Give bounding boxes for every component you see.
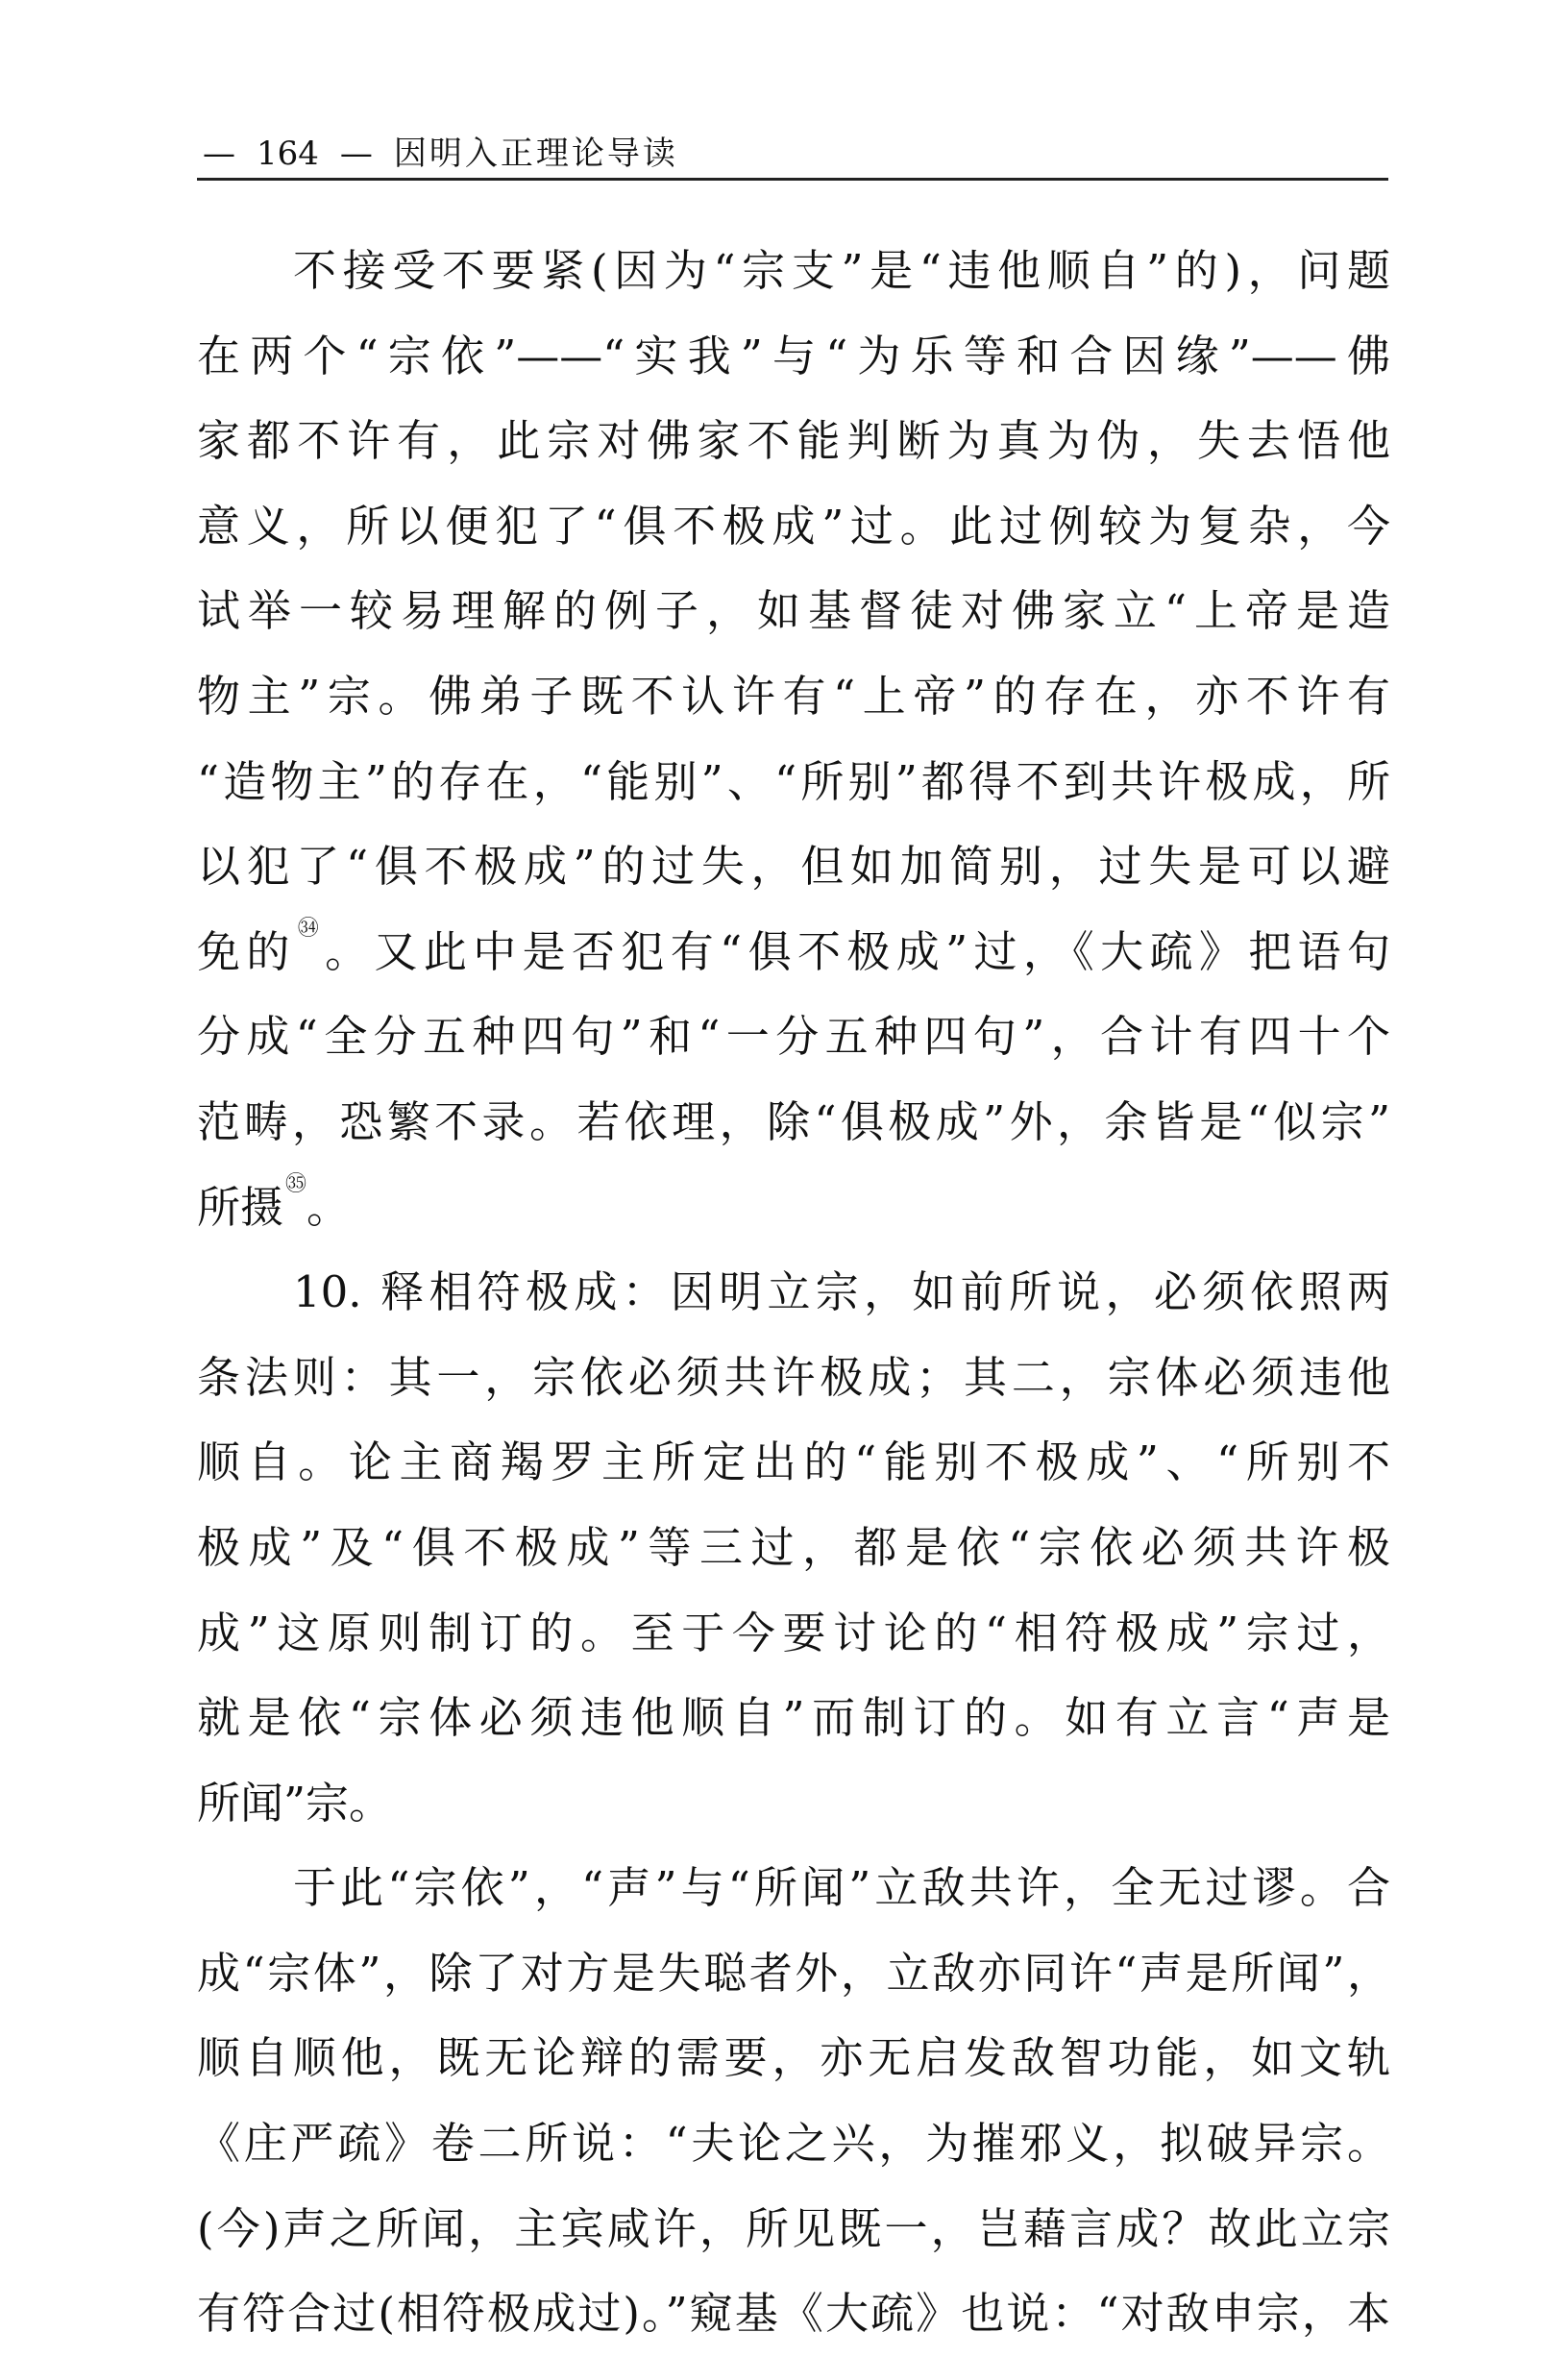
text-line: 成“宗体”，除了对方是失聪者外，立敌亦同许“声是所闻”，: [197, 1947, 1390, 1999]
text-line: 分成“全分五种四句”和“一分五种四句”，合计有四十个: [197, 1011, 1390, 1063]
text-line: 于此“宗依”，“声”与“所闻”立敌共许，全无过谬。合: [293, 1862, 1390, 1914]
text-line: 极成”及“俱不极成”等三过，都是依“宗依必须共许极: [197, 1521, 1390, 1573]
text-line: 所闻”宗。: [197, 1777, 393, 1829]
text-line: 所摄$^㉟$。: [197, 1171, 351, 1233]
text-line: 顺自顺他，既无论辩的需要，亦无启发敌智功能，如文轨: [197, 2032, 1390, 2084]
text-line: 条法则：其一，宗依必须共许极成；其二，宗体必须违他: [197, 1351, 1390, 1403]
text-line: 意义，所以便犯了“俱不极成”过。此过例较为复杂，今: [197, 500, 1390, 552]
page-number: 164: [257, 135, 319, 173]
body-text: [197, 229, 1390, 2357]
text-line: (今)声之所闻，主宾咸许，所见既一，岂藉言成？故此立宗: [197, 2202, 1390, 2254]
text-line: 顺自。论主商羯罗主所定出的“能别不极成”、“所别不: [197, 1436, 1390, 1488]
text-line: 物主”宗。佛弟子既不认许有“上帝”的存在，亦不许有: [197, 670, 1390, 722]
text-line: 免的$^㉞$。又此中是否犯有“俱不极成”过，《大疏》把语句: [197, 916, 1390, 977]
text-line: 成”这原则制订的。至于今要讨论的“相符极成”宗过，: [197, 1607, 1390, 1658]
header-dash-right: —: [339, 135, 373, 173]
text-line: 范畴，恐繁不录。若依理，除“俱极成”外，余皆是“似宗”: [197, 1095, 1390, 1147]
text-line: 试举一较易理解的例子，如基督徒对佛家立“上帝是造: [197, 585, 1390, 637]
text-line: 10. 释相符极成：因明立宗，如前所说，必须依照两: [293, 1266, 1390, 1318]
footnote-marker: ㉞: [297, 916, 326, 941]
book-title: 因明入正理论导读: [393, 135, 678, 173]
text-line: 有符合过(相符极成过)。”窥基《大疏》也说：“对敌申宗，本: [197, 2288, 1390, 2340]
header-dash-left: —: [203, 135, 235, 173]
running-header: [197, 123, 1388, 181]
text-line: 不接受不要紧(因为“宗支”是“违他顺自”的)，问题: [293, 245, 1390, 296]
text-line: 以犯了“俱不极成”的过失，但如加简别，过失是可以避: [197, 841, 1390, 893]
text-line: 家都不许有，此宗对佛家不能判断为真为伪，失去悟他: [197, 415, 1390, 467]
footnote-marker: ㉟: [285, 1171, 307, 1196]
text-line: 在两个“宗依”——“实我”与“为乐等和合因缘”——佛: [197, 330, 1390, 381]
text-line: 就是依“宗体必须违他顺自”而制订的。如有立言“声是: [197, 1692, 1390, 1744]
text-line: 《庄严疏》卷二所说：“夫论之兴，为摧邪义，拟破异宗。: [197, 2118, 1390, 2170]
text-line: “造物主”的存在，“能别”、“所别”都得不到共许极成，所: [197, 755, 1390, 807]
